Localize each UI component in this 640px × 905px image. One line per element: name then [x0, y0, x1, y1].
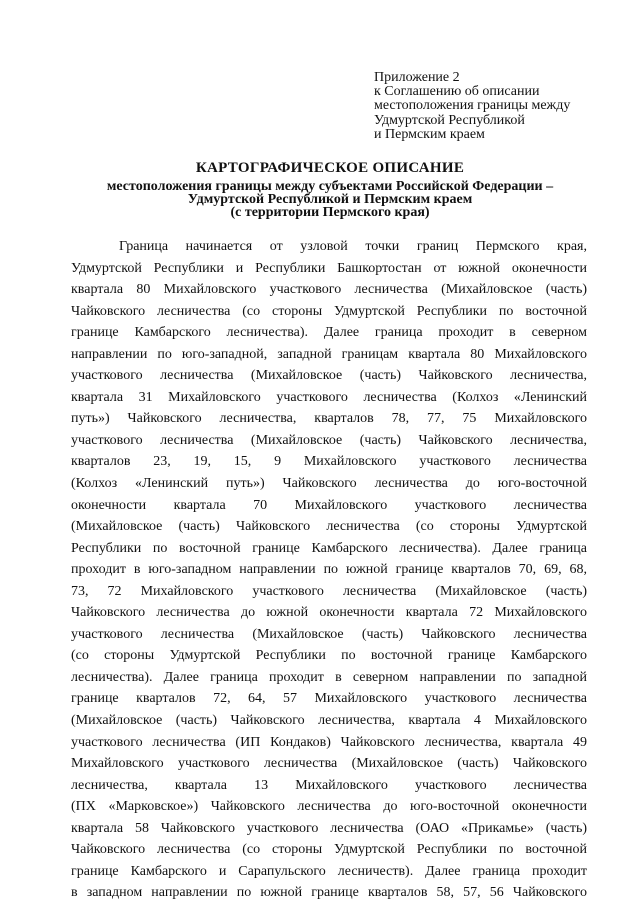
- body-line: границе Камбарского лесничества). Далее граница проходит в северном: [71, 325, 587, 341]
- body-line: границе Камбарского и Сарапульского лесничеств). Далее граница проходит: [71, 863, 587, 879]
- body-line: лесничества, квартала 13 Михайловского участкового лесничества: [71, 777, 587, 793]
- body-line: квартала 58 Чайковского участкового лесничества (ОАО «Прикамье» (часть): [71, 820, 587, 836]
- appendix-line: к Соглашению об описании: [374, 84, 540, 100]
- subtitle-line: местоположения границы между субъектами Российской Федерации –: [106, 179, 554, 194]
- body-line: квартала 31 Михайловского участкового лесничества (Колхоз «Ленинский: [71, 389, 587, 405]
- body-line: Михайловского участкового лесничества (Михайловское (часть) Чайковского: [71, 756, 587, 772]
- body-line: участкового лесничества (Михайловское (часть) Чайковского лесничества: [71, 626, 587, 642]
- appendix-line: местоположения границы между: [374, 98, 571, 114]
- appendix-note: [374, 71, 624, 142]
- body-line: (ПХ «Марковское») Чайковского лесничества до юго-восточной оконечности: [71, 799, 587, 815]
- body-line: границе кварталов 72, 64, 57 Михайловского участкового лесничества: [71, 691, 587, 707]
- body-line: (Колхоз «Ленинский путь») Чайковского лесничества до юго-восточной: [71, 476, 587, 492]
- body-line: в западном направлении по южной границе кварталов 58, 57, 56 Чайковского: [71, 885, 587, 901]
- body-line: оконечности квартала 70 Михайловского участкового лесничества: [71, 497, 587, 513]
- body-line: (Михайловское (часть) Чайковского лесничества, квартала 4 Михайловского: [71, 713, 587, 729]
- body-line: Граница начинается от узловой точки границ Пермского края,: [119, 239, 587, 254]
- appendix-line: Приложение 2: [374, 70, 460, 85]
- body-line: Чайковского лесничества до южной оконечности квартала 72 Михайловского: [71, 605, 587, 621]
- subtitle-line: (с территории Пермского края): [230, 205, 430, 220]
- body-line: участкового лесничества (Михайловское (часть) Чайковского лесничества,: [71, 432, 587, 448]
- document-title: КАРТОГРАФИЧЕСКОЕ ОПИСАНИЕ: [195, 160, 465, 176]
- body-line: проходит в юго-западном направлении по южной границе кварталов 70, 69, 68,: [71, 562, 587, 578]
- body-line: 73, 72 Михайловского участкового лесничества (Михайловское (часть): [71, 583, 587, 599]
- body-line: Чайковского лесничества (со стороны Удмуртской Республики по восточной: [71, 303, 587, 319]
- body-line: (Михайловское (часть) Чайковского лесничества (со стороны Удмуртской: [71, 519, 587, 535]
- body-line: участкового лесничества (ИП Кондаков) Чайковского лесничества, квартала 49: [71, 734, 587, 750]
- document-subtitle: [60, 180, 600, 219]
- body-line: Удмуртской Республики и Республики Башкортостан от южной оконечности: [71, 260, 587, 276]
- body-line: кварталов 23, 19, 15, 9 Михайловского участкового лесничества: [71, 454, 587, 470]
- body-line: путь») Чайковского лесничества, кварталов 78, 77, 75 Михайловского: [71, 411, 587, 427]
- subtitle-line: Удмуртской Республикой и Пермским краем: [187, 192, 473, 207]
- body-line: (со стороны Удмуртской Республики по восточной границе Камбарского: [71, 648, 587, 664]
- body-line: участкового лесничества (Михайловское (часть) Чайковского лесничества,: [71, 368, 587, 384]
- appendix-line: и Пермским краем: [374, 126, 485, 142]
- body-line: Республики по восточной границе Камбарского лесничества). Далее граница: [71, 540, 587, 556]
- body-line: Чайковского лесничества (со стороны Удмуртской Республики по восточной: [71, 842, 587, 858]
- body-line: направлении по юго-западной, западной границам квартала 80 Михайловского: [71, 346, 587, 362]
- body-line: квартала 80 Михайловского участкового лесничества (Михайловское (часть): [71, 282, 587, 298]
- appendix-line: Удмуртской Республикой: [374, 112, 525, 128]
- body-line: лесничества). Далее граница проходит в северном направлении по западной: [71, 669, 587, 685]
- body-paragraph: [71, 236, 587, 904]
